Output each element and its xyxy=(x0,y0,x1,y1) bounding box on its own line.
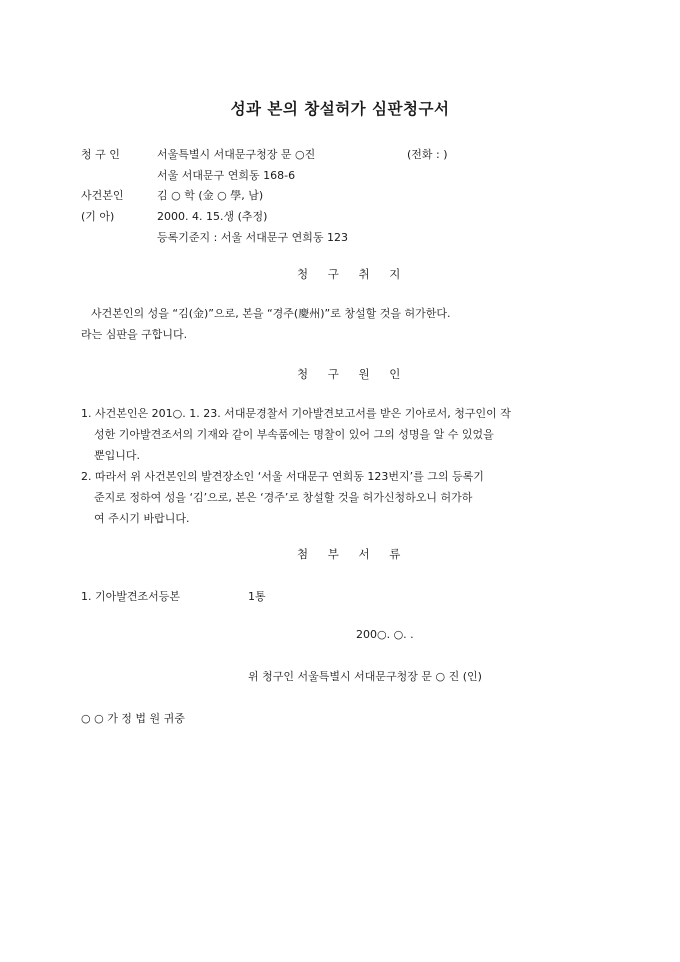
claimant-phone: (전화 : ) xyxy=(407,148,448,161)
subject-name: 김 ○ 학 (金 ○ 學, 남) xyxy=(157,189,264,202)
cause-heading: 청 구 원 인 xyxy=(297,367,409,381)
cause-item-1-line-2: 성한 기아발견조서의 기재와 같이 부속품에는 명찰이 있어 그의 성명을 알 수 있었을 xyxy=(94,428,494,441)
filing-date: 200○. ○. . xyxy=(356,628,414,641)
abandoned-child-label: (기 아) xyxy=(81,210,115,223)
cause-item-1-line-3: 뿐입니다. xyxy=(94,449,141,462)
claimant-name-office: 서울특별시 서대문구청장 문 ○진 xyxy=(157,148,316,161)
purpose-line-2: 라는 심판을 구합니다. xyxy=(81,328,188,341)
subject-label: 사건본인 xyxy=(81,189,124,202)
attachments-heading: 첨 부 서 류 xyxy=(297,547,409,561)
purpose-line-1: 사건본인의 성을 “김(金)”으로, 본을 “경주(慶州)”로 창설할 것을 허가한다. xyxy=(91,307,451,320)
subject-birth: 2000. 4. 15.생 (추정) xyxy=(157,210,268,223)
purpose-heading: 청 구 취 지 xyxy=(297,267,409,281)
claimant-address: 서울 서대문구 연희동 168-6 xyxy=(157,169,296,182)
subject-registry: 등록기준지 : 서울 서대문구 연희동 123 xyxy=(157,231,348,244)
claimant-signature: 위 청구인 서울특별시 서대문구청장 문 ○ 진 (인) xyxy=(248,670,482,683)
cause-item-2-line-1: 2. 따라서 위 사건본인의 발견장소인 ‘서울 서대문구 연희동 123번지’를 그의 등록기 xyxy=(81,470,484,483)
attachment-item-1-name: 1. 기아발견조서등본 xyxy=(81,590,180,603)
document-title: 성과 본의 창설허가 심판청구서 xyxy=(230,100,450,118)
claimant-label: 청 구 인 xyxy=(81,148,120,161)
court-addressee: ○ ○ 가 정 법 원 귀중 xyxy=(81,712,185,725)
cause-item-2-line-3: 여 주시기 바랍니다. xyxy=(94,512,190,525)
cause-item-2-line-2: 준지로 정하여 성을 ‘김’으로, 본은 ‘경주’로 창설할 것을 허가신청하오니 허가하 xyxy=(94,491,473,504)
cause-item-1-line-1: 1. 사건본인은 201○. 1. 23. 서대문경찰서 기아발견보고서를 받은 기아로서, 청구인이 작 xyxy=(81,407,511,420)
attachment-item-1-count: 1통 xyxy=(248,590,266,603)
